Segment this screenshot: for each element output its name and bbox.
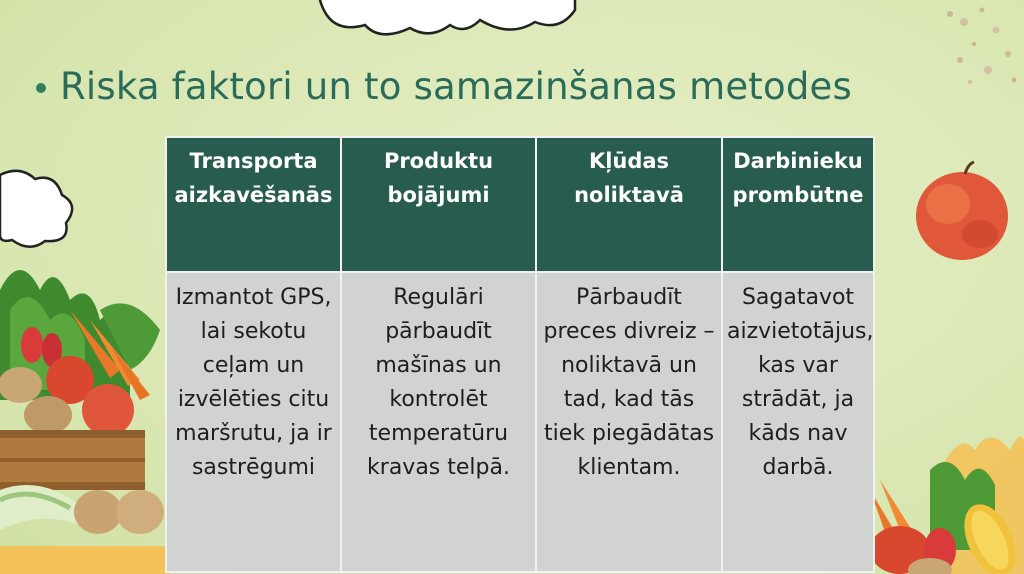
cell-product-method: Regulāri pārbaudīt mašīnas un kontrolēt temperatūru kravas telpā.: [341, 272, 536, 572]
header-warehouse-errors: Kļūdas noliktavā: [536, 137, 722, 272]
cloud-decoration-top: [310, 0, 590, 40]
vegetable-basket-icon: [0, 250, 170, 574]
cloud-decoration-left: [0, 165, 80, 250]
cell-employee-method: Sagatavot aizvietotājus, kas var strādāt, ja kāds nav darbā.: [722, 272, 874, 572]
slide-title-row: [36, 56, 852, 116]
cell-transport-method: Izmantot GPS, lai sekotu ceļam un izvēlēties citu maršrutu, ja ir sastrēgumi: [166, 272, 341, 572]
apple-icon: [910, 160, 1014, 264]
speckle-decoration: [930, 0, 1024, 100]
header-employee-absence: Darbinieku prombūtne: [722, 137, 874, 272]
header-transport-delay: Transporta aizkavēšanās: [166, 137, 341, 272]
risk-factors-table: [165, 136, 875, 573]
cell-warehouse-method: Pārbaudīt preces divreiz – noliktavā un tad, kad tās tiek piegādātas klientam.: [536, 272, 722, 572]
table-row: [166, 272, 874, 572]
header-product-damage: Produktu bojājumi: [341, 137, 536, 272]
slide-title: Riska faktori un to samazinšanas metodes: [60, 64, 852, 108]
vegetable-pile-icon: [870, 430, 1024, 574]
bullet-icon: [36, 83, 46, 93]
table-header-row: [166, 137, 874, 272]
